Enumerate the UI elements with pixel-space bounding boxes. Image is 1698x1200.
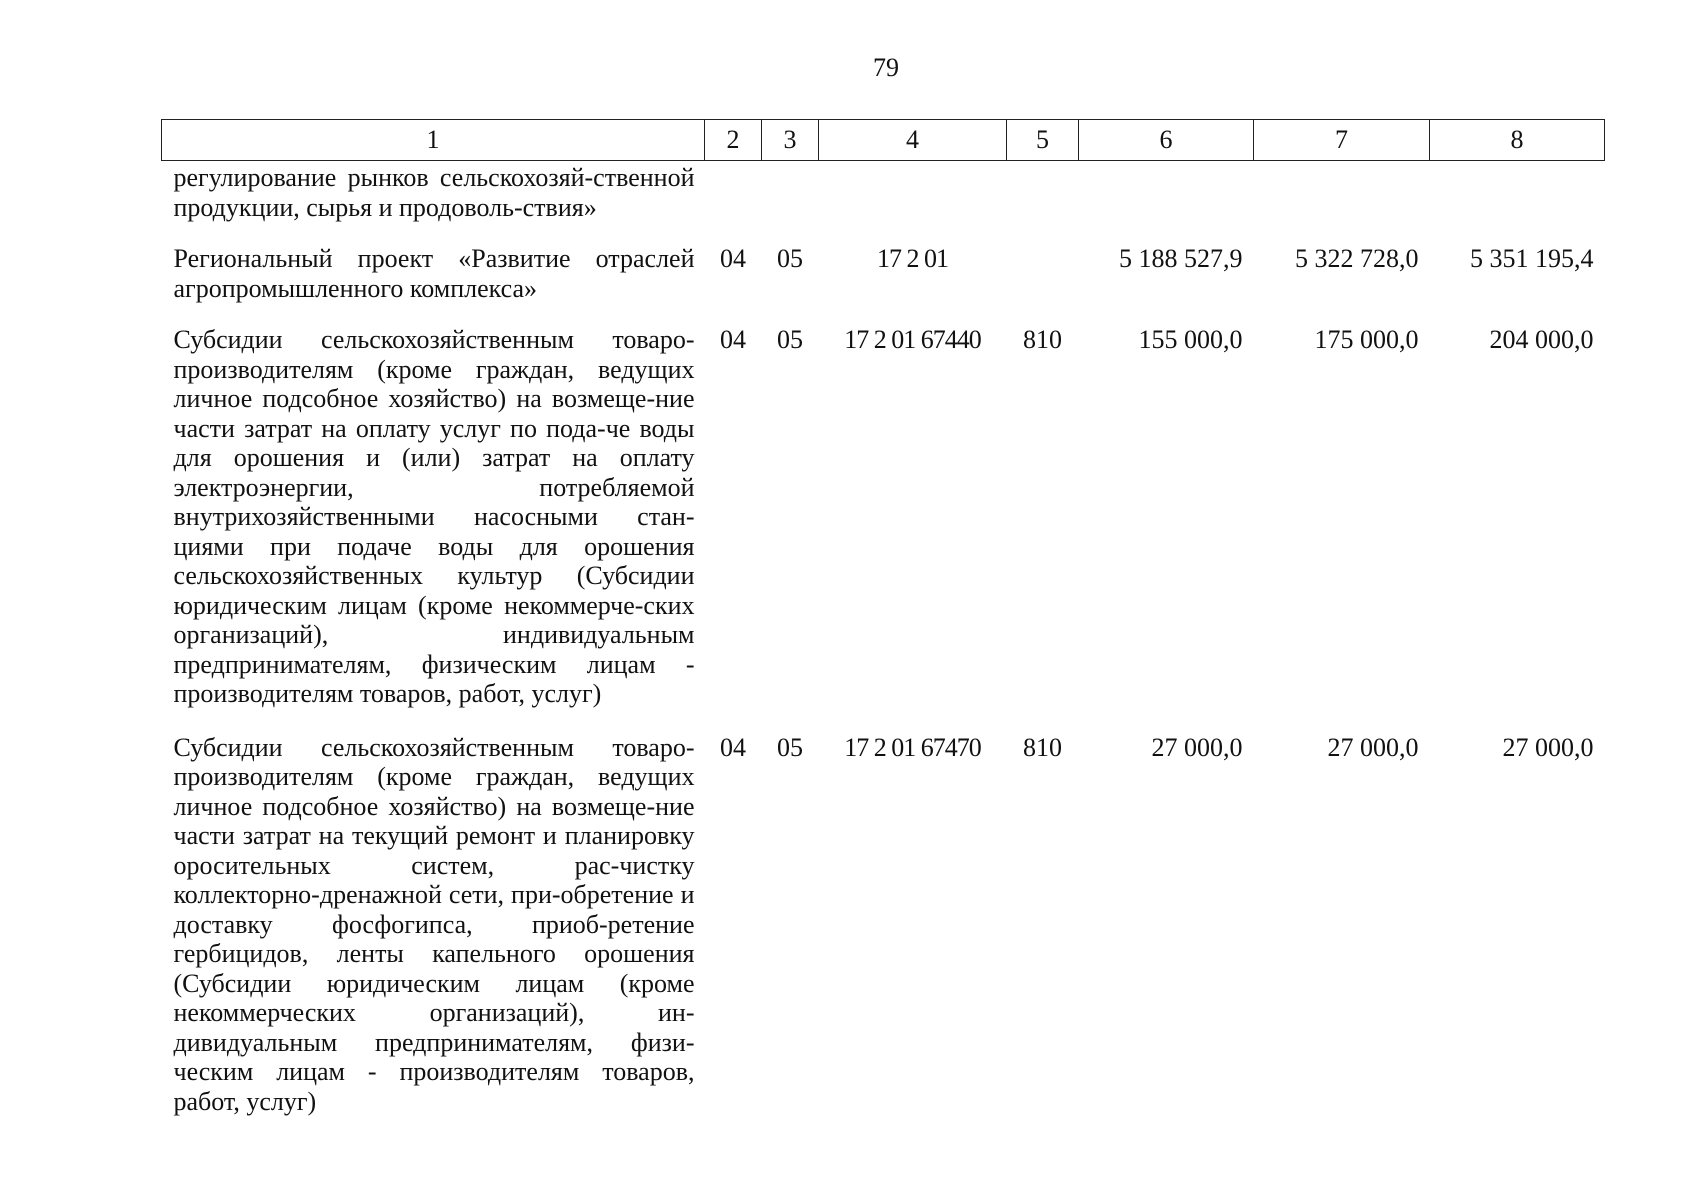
header-cell-1: 1: [162, 120, 705, 161]
row-section: [705, 161, 762, 237]
row-subsection: 05: [777, 244, 803, 273]
row-amount-year1: 27 000,0: [1151, 732, 1243, 762]
row-amount-year3: [1430, 161, 1605, 237]
header-cell-5: 5: [1007, 120, 1079, 161]
header-cell-2: 2: [705, 120, 762, 161]
row-section: 04: [720, 325, 746, 354]
row-amount-year2: 175 000,0: [1314, 325, 1419, 354]
row-target-article: 17 2 01 67440: [844, 325, 981, 354]
header-cell-3: 3: [762, 120, 819, 161]
table-row: [162, 161, 1605, 237]
row-subsection: 05: [777, 325, 803, 354]
row-amount-year2: [1254, 161, 1430, 237]
row-amount-year3: 5 351 195,4: [1470, 244, 1594, 273]
row-name: Субсидии сельскохозяйственным товаро-производителям (кроме граждан, ведущих личное подсобное хозяйство) на возмеще-ние части затрат на оплату услуг по пода-че воды для орошения и (или) затрат на оплату электроэнергии, потребляемой внутрихозяйственными насосными стан-циями при подаче воды для орошения сельскохозяйственных культур (Субсидии юридическим лицам (кроме некоммерче-ских организаций), индивидуальным предпринимателям, физическим лицам - производителям товаров, работ, услуг): [173, 325, 695, 708]
row-expense-type: [1007, 161, 1079, 237]
row-expense-type: 810: [1023, 325, 1062, 354]
row-section: 04: [720, 244, 746, 273]
row-target-article: 17 2 01 67470: [844, 732, 981, 762]
row-amount-year3: 27 000,0: [1502, 732, 1594, 762]
table-body: [162, 161, 1605, 1127]
row-expense-type: 810: [1023, 732, 1062, 762]
row-target-article: [819, 161, 1007, 237]
row-target-article: 17 2 01: [877, 244, 948, 273]
row-amount-year1: 155 000,0: [1138, 325, 1243, 354]
row-expense-type: [1007, 236, 1079, 315]
budget-sheet: [161, 119, 1604, 1126]
header-cell-8: 8: [1430, 120, 1605, 161]
row-amount-year2: 27 000,0: [1327, 732, 1419, 762]
row-subsection: [762, 161, 819, 237]
row-amount-year1: [1079, 161, 1254, 237]
row-subsection: 05: [777, 732, 803, 762]
table-row: [162, 236, 1605, 315]
row-amount-year3: 204 000,0: [1489, 325, 1594, 354]
table-row: [162, 315, 1605, 723]
row-name: Региональный проект «Развитие отраслей агропромышленного комплекса»: [173, 244, 695, 303]
header-cell-6: 6: [1079, 120, 1254, 161]
budget-table: [161, 119, 1605, 1126]
header-cell-4: 4: [819, 120, 1007, 161]
header-cell-7: 7: [1254, 120, 1430, 161]
row-name: Субсидии сельскохозяйственным товаро-производителям (кроме граждан, ведущих личное подсобное хозяйство) на возмеще-ние части затрат на текущий ремонт и планировку оросительных систем, рас-чистку коллекторно-дренажной сети, при-обретение и доставку фосфогипса, приоб-ретение гербицидов, ленты капельного орошения (Субсидии юридическим лицам (кроме некоммерческих организаций), ин-дивидуальным предпринимателям, физи-ческим лицам - производителям товаров, работ, услуг): [173, 732, 695, 1116]
row-name: регулирование рынков сельскохозяй-ственной продукции, сырья и продоволь-ствия»: [173, 163, 695, 222]
row-amount-year1: 5 188 527,9: [1119, 244, 1243, 273]
page-number: 79: [873, 53, 899, 82]
table-row: [162, 723, 1605, 1127]
row-amount-year2: 5 322 728,0: [1295, 244, 1419, 273]
row-section: 04: [720, 732, 746, 762]
table-header: [162, 120, 1605, 161]
header-row: [162, 120, 1605, 161]
